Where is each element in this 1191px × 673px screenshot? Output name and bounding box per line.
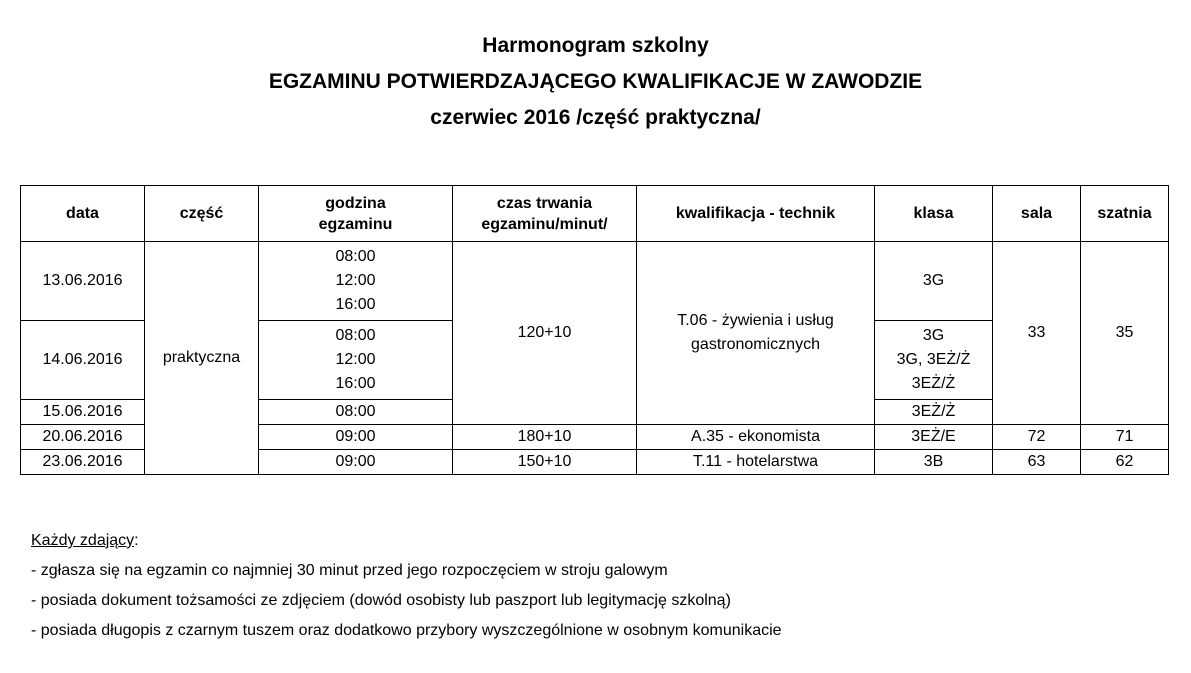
cell-date: 20.06.2016 <box>21 425 145 450</box>
cell-room: 33 <box>993 242 1081 425</box>
exam-notes <box>31 526 782 646</box>
cell-cloakroom: 62 <box>1081 450 1169 475</box>
cell-times <box>259 242 453 321</box>
title-line-2: EGZAMINU POTWIERDZAJĄCEGO KWALIFIKACJE W ZAWODZIE <box>268 70 923 93</box>
notes-item: - posiada długopis z czarnym tuszem oraz dodatkowo przybory wyszczególnione w osobnym komunikacie <box>31 622 782 639</box>
header-qualification: kwalifikacja - technik <box>637 186 875 242</box>
cell-duration: 120+10 <box>453 242 637 425</box>
cell-qualification <box>637 242 875 425</box>
exam-schedule-table <box>20 185 1169 475</box>
time-value: 16:00 <box>335 296 376 313</box>
header-room: sala <box>993 186 1081 242</box>
document-title <box>0 28 1191 136</box>
cell-time: 09:00 <box>259 450 453 475</box>
header-exam-time <box>259 186 453 242</box>
cell-qualification: T.11 - hotelarstwa <box>637 450 875 475</box>
header-duration-line2: egzaminu/minut/ <box>481 215 608 233</box>
cell-cloakroom: 71 <box>1081 425 1169 450</box>
header-class: klasa <box>875 186 993 242</box>
notes-item: - posiada dokument tożsamości ze zdjęciem (dowód osobisty lub paszport lub legitymację szkolną) <box>31 592 731 609</box>
cell-duration: 180+10 <box>453 425 637 450</box>
time-value: 12:00 <box>335 272 376 289</box>
title-line-3: czerwiec 2016 /część praktyczna/ <box>430 106 761 129</box>
cell-qualification: A.35 - ekonomista <box>637 425 875 450</box>
title-line-1: Harmonogram szkolny <box>482 34 709 57</box>
cell-time: 08:00 <box>259 400 453 425</box>
cell-room: 72 <box>993 425 1081 450</box>
cell-date: 14.06.2016 <box>21 321 145 400</box>
cell-date: 23.06.2016 <box>21 450 145 475</box>
class-value: 3G <box>922 327 945 344</box>
cell-cloakroom: 35 <box>1081 242 1169 425</box>
header-part: część <box>145 186 259 242</box>
time-value: 08:00 <box>335 248 376 265</box>
header-exam-time-line1: godzina <box>325 194 386 212</box>
cell-class: 3G <box>875 242 993 321</box>
cell-class: 3EŻ/E <box>875 425 993 450</box>
class-value: 3G, 3EŻ/Ż <box>896 351 971 368</box>
cell-date: 15.06.2016 <box>21 400 145 425</box>
cell-time: 09:00 <box>259 425 453 450</box>
header-duration <box>453 186 637 242</box>
cell-duration: 150+10 <box>453 450 637 475</box>
class-value: 3EŻ/Ż <box>911 375 956 392</box>
header-cloakroom: szatnia <box>1081 186 1169 242</box>
cell-room: 63 <box>993 450 1081 475</box>
table-header-row <box>21 186 1169 242</box>
qualification-line: gastronomicznych <box>691 336 820 353</box>
notes-heading-colon: : <box>134 532 139 549</box>
notes-item: - zgłasza się na egzamin co najmniej 30 minut przed jego rozpoczęciem w stroju galowym <box>31 562 668 579</box>
cell-class: 3B <box>875 450 993 475</box>
time-value: 08:00 <box>335 327 376 344</box>
header-duration-line1: czas trwania <box>496 194 593 212</box>
cell-class <box>875 321 993 400</box>
header-exam-time-line2: egzaminu <box>318 215 393 233</box>
notes-heading: Każdy zdający <box>31 532 135 549</box>
cell-times <box>259 321 453 400</box>
cell-part: praktyczna <box>145 242 259 475</box>
qualification-line: T.06 - żywienia i usług <box>677 312 834 329</box>
header-date: data <box>21 186 145 242</box>
cell-date: 13.06.2016 <box>21 242 145 321</box>
table-row <box>21 242 1169 321</box>
time-value: 12:00 <box>335 351 376 368</box>
time-value: 16:00 <box>335 375 376 392</box>
notes-heading-line <box>31 526 782 556</box>
cell-class: 3EŻ/Ż <box>875 400 993 425</box>
